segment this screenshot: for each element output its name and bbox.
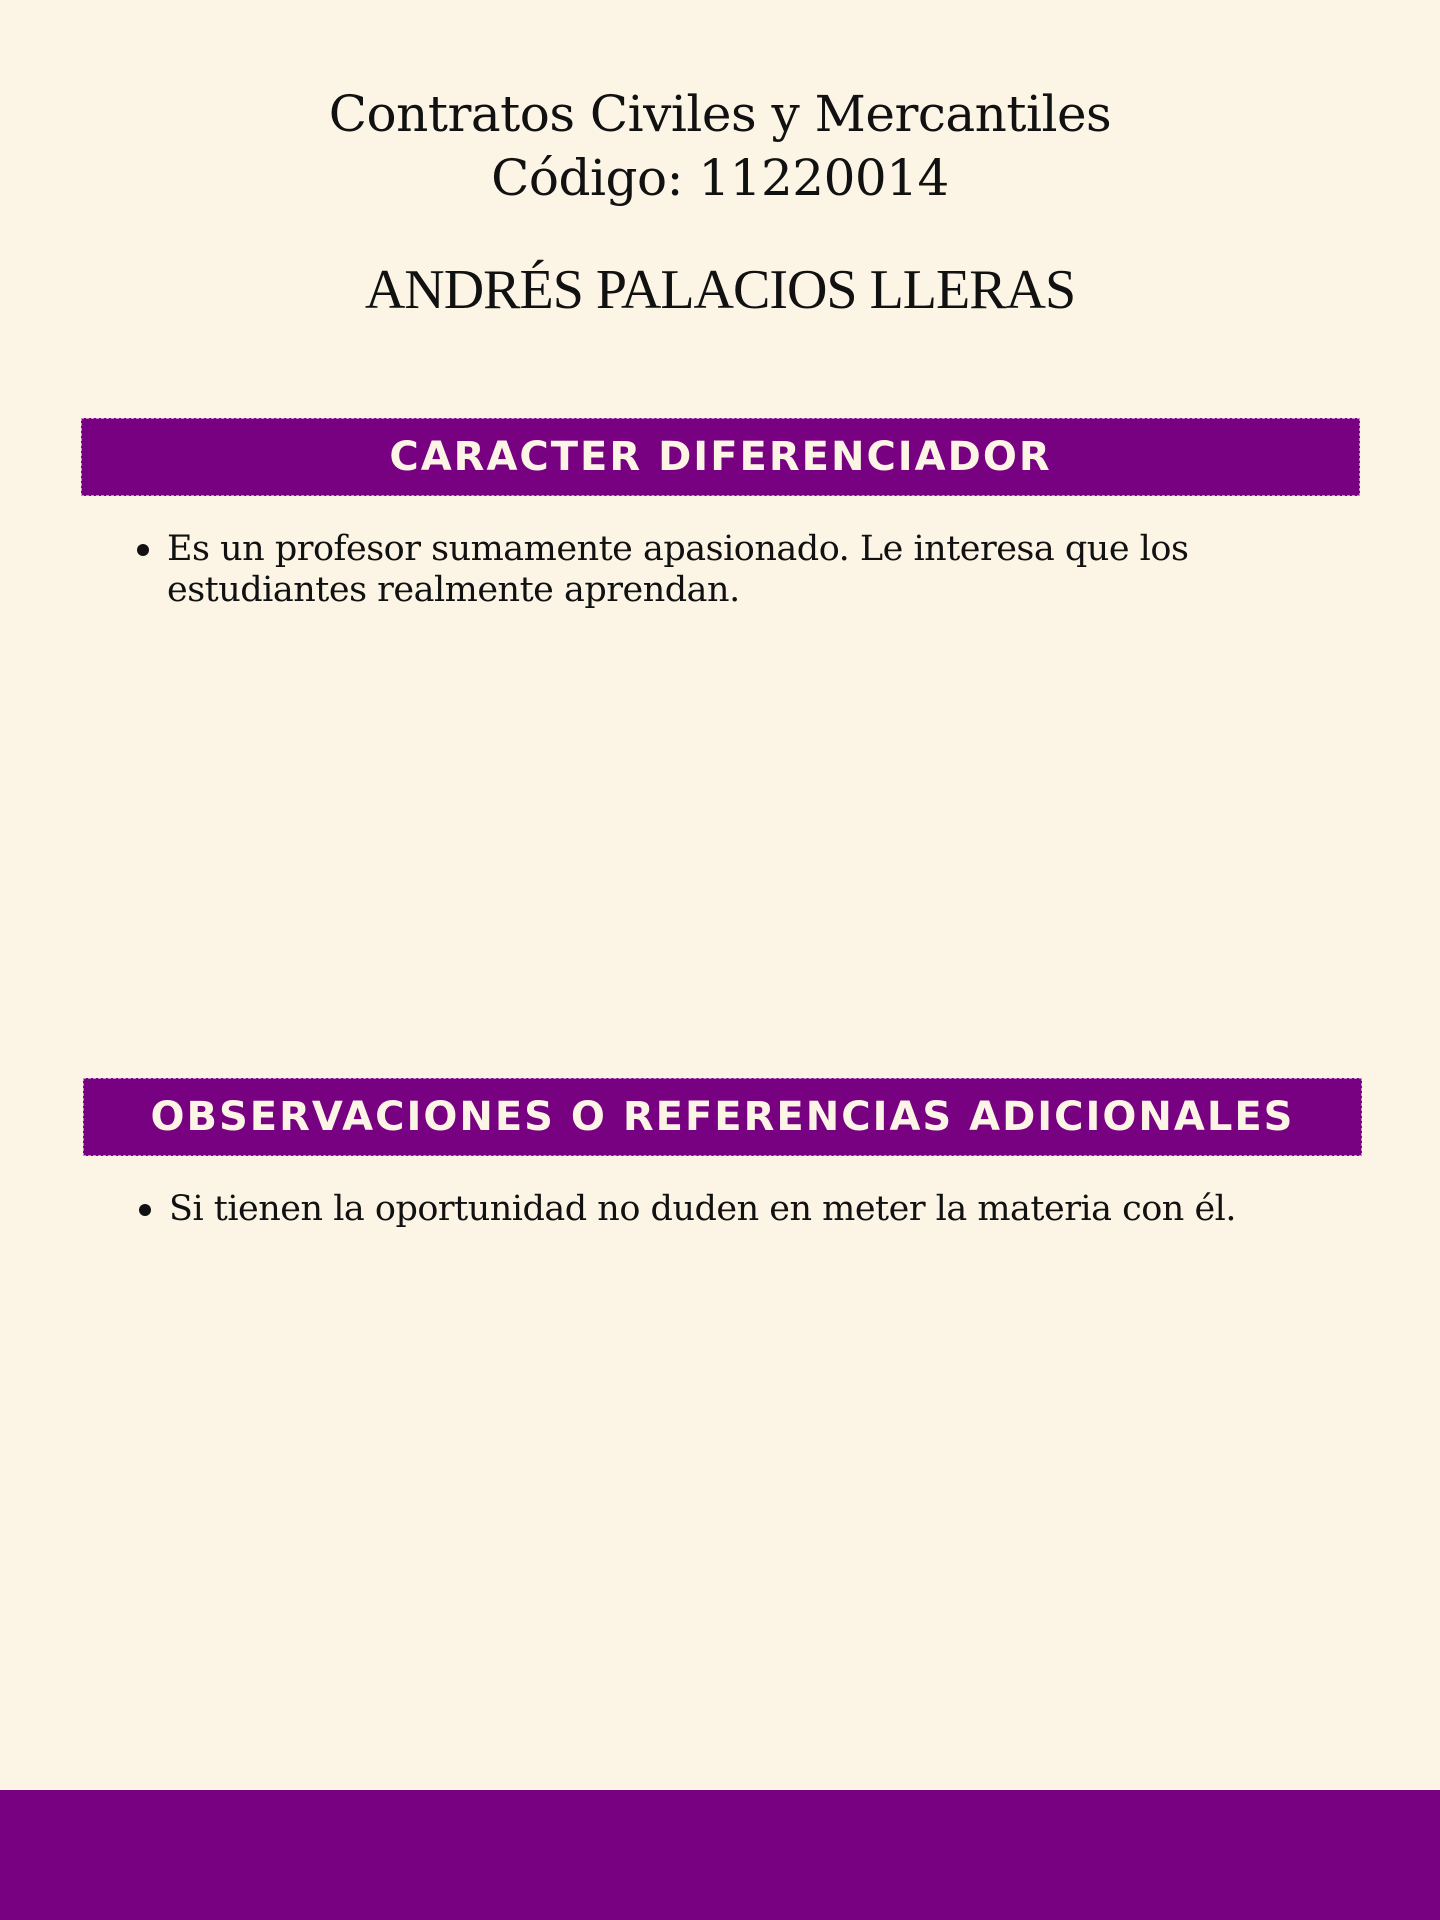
caracter-diferenciador-list [133,529,1363,611]
bullet-icon [137,544,149,556]
list-item-text: Si tienen la oportunidad no duden en meter la materia con él. [169,1189,1236,1229]
list-item [135,1189,1365,1230]
footer-bar [0,1790,1440,1920]
observaciones-list [135,1189,1365,1230]
course-title: Contratos Civiles y Mercantiles [328,85,1112,143]
list-item [133,529,1363,611]
list-item-text: Es un profesor sumamente apasionado. Le interesa que los estudiantes realmente aprendan. [167,529,1189,610]
document-header [0,82,1440,210]
bullet-icon [139,1204,151,1216]
section-heading-observaciones: OBSERVACIONES O REFERENCIAS ADICIONALES [83,1078,1362,1156]
section-heading-caracter-diferenciador: CARACTER DIFERENCIADOR [81,418,1360,496]
course-code: Código: 11220014 [491,149,949,207]
professor-name: ANDRÉS PALACIOS LLERAS [364,259,1076,321]
